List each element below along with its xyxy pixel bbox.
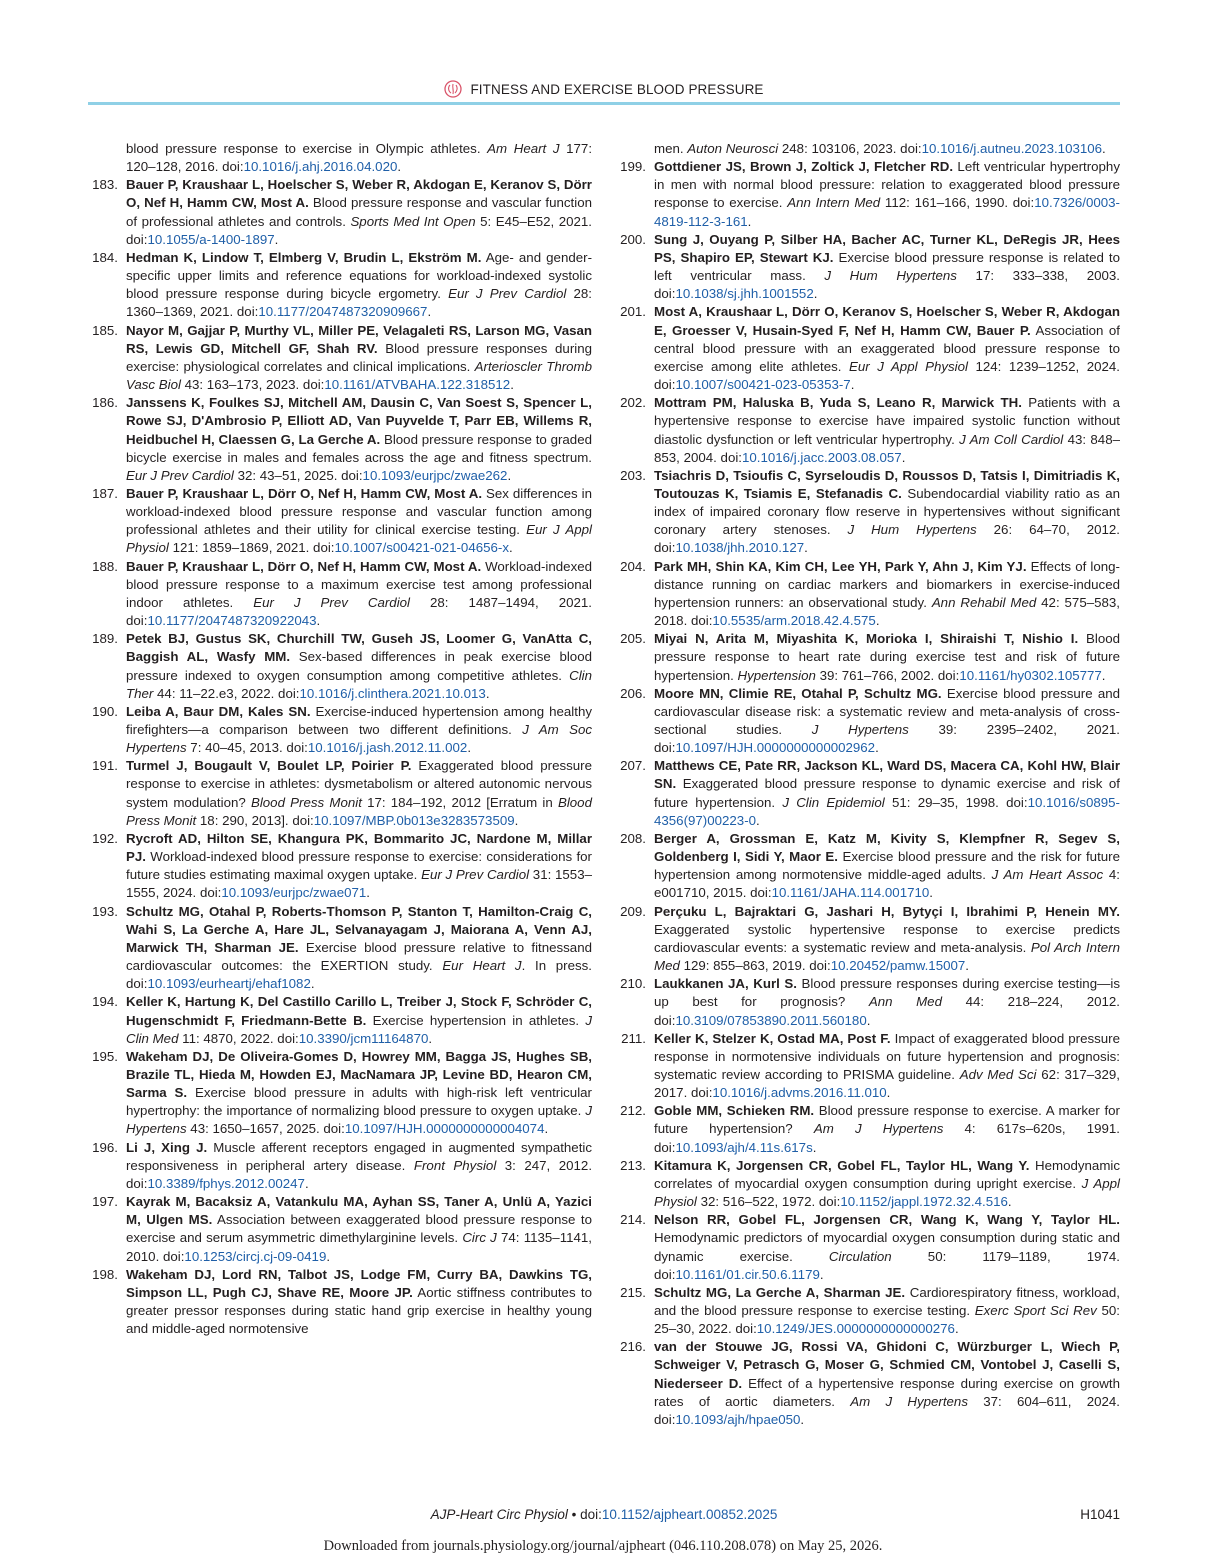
ref-authors: Gottdiener JS, Brown J, Zoltick J, Fletcher RD. [654, 159, 954, 175]
reference-list-left [92, 176, 593, 1338]
ref-authors: Bauer P, Kraushaar L, Hoelscher S, Weber R, Akdogan E, Keranov S, Dörr O, Nef H, Hamm CW, Most A. [126, 177, 592, 211]
ref-details: 50: 1179–1189, 1974. doi: [654, 1248, 1120, 1282]
ref-end: . [485, 685, 490, 701]
ref-end: . [274, 231, 279, 247]
ref-journal: Circ J [462, 1230, 497, 1246]
ref-end: . [467, 740, 472, 756]
ref-authors: Keller K, Stelzer K, Ostad MA, Post F. [654, 1030, 891, 1046]
ref-authors: Li J, Xing J. [126, 1139, 208, 1155]
ref-title: Exaggerated blood pressure response to exercise in athletes: dysmetabolism or altered autonomic nervous system modulation? [126, 758, 592, 810]
ref-title: Left ventricular hypertrophy in men with normal blood pressure: relation to exaggerated blood pressure response to exercise. [654, 159, 1120, 211]
ref-title: Hemodynamic correlates of myocardial oxygen consumption during upright exercise. [654, 1157, 1120, 1191]
reference-number: 208. [620, 830, 646, 846]
ref-end: . [804, 540, 808, 556]
doi-link[interactable]: 10.3390/jcm11164870 [298, 1030, 429, 1046]
reference-item [92, 1048, 592, 1139]
doi-link[interactable]: 10.1055/a-1400-1897 [147, 231, 275, 247]
reference-item [620, 903, 1120, 976]
reference-item [620, 630, 1121, 684]
ref-journal: J Clin Epidemiol [782, 794, 885, 810]
ref-end: . [813, 286, 818, 302]
ref-details: 44: 11–22.e3, 2022. doi: [153, 685, 300, 701]
ref-end: . [800, 1411, 805, 1427]
ref-details: 28: 1487–1494, 2021. doi: [126, 594, 593, 629]
ref-journal: Pol Arch Intern Med [654, 939, 1120, 974]
ref-details: 50: 25–30, 2022. doi: [654, 1303, 1120, 1337]
doi-link[interactable]: 10.5535/arm.2018.42.4.575 [712, 613, 876, 629]
ref-details: 51: 29–35, 1998. doi: [884, 794, 1028, 810]
ref-authors: Leiba A, Baur DM, Kales SN. [126, 703, 311, 719]
reference-item [92, 630, 592, 703]
reference-number: 185. [92, 322, 118, 338]
ref-authors: Nelson RR, Gobel FL, Jorgensen CR, Wang K, Wang Y, Taylor HL. [654, 1212, 1120, 1228]
ref-title: Blood pressure response to exercise. A marker for future hypertension? [654, 1103, 1120, 1137]
left-column [92, 140, 593, 1338]
ref-end: . [507, 467, 512, 483]
ref-authors: Tsiachris D, Tsioufis C, Syrseloudis D, Roussos D, Tatsis I, Dimitriadis K, Toutouzas K, Tsiamis E, Stefanadis C. [654, 467, 1120, 501]
reference-item [92, 830, 592, 903]
ref-journal: Eur Heart J [442, 958, 522, 974]
ref-journal: Arterioscler Thromb Vasc Biol [126, 358, 593, 393]
ref-details: 32: 43–51, 2025. doi: [233, 467, 363, 483]
ref-journal: Auton Neurosci [687, 141, 779, 156]
ref-journal: Sports Med Int Open [350, 213, 476, 229]
reference-list-right [620, 158, 1121, 1429]
ref-title: Exercise hypertension in athletes. [366, 1012, 586, 1028]
ref-journal: Ann Rehabil Med [931, 594, 1037, 610]
reference-number: 183. [92, 177, 118, 193]
ref-end: . [304, 1175, 309, 1191]
reference-item [92, 903, 592, 994]
reference-number: 187. [92, 485, 118, 501]
ref-end: . [901, 449, 906, 465]
ref-title: Blood pressure response to heart rate during exercise test and risk of future hypertension. [654, 631, 1121, 683]
ref-details: 11: 4870, 2022. doi: [178, 1030, 299, 1046]
ref-details: 43: 848–853, 2004. doi: [654, 431, 1120, 465]
ref-journal: J Am Soc Hypertens [126, 722, 592, 756]
footer-separator: • doi: [567, 1507, 602, 1522]
doi-link[interactable]: 10.1093/ajh/4.11s.617s [675, 1139, 813, 1155]
ref-title: Sex differences in workload-indexed blood pressure response and vascular function among professional athletes and their utility for clinical exercise testing. [126, 485, 592, 538]
ref-journal: Eur J Prev Cardiol [126, 467, 234, 483]
doi-link[interactable]: 10.1097/MBP.0b013e3283573509 [313, 812, 515, 828]
reference-item [620, 231, 1121, 304]
ref-title: Association of central blood pressure with an exaggerated blood pressure response to exercise among elite athletes. [654, 322, 1120, 374]
ref-end: . [965, 958, 969, 974]
ref-end: . [366, 885, 370, 901]
ref-title: Impact of exaggerated blood pressure response in normotensive individuals on future hypertension and prognosis: systematic review according to PRISMA guideline. [654, 1030, 1120, 1082]
ref-details: 43: 163–173, 2023. doi: [180, 377, 325, 393]
ref-details: 4: e001710, 2015. doi: [654, 867, 1120, 901]
ref-journal: Circulation [828, 1248, 892, 1264]
reference-number: 205. [620, 631, 646, 647]
reference-item [621, 1030, 1120, 1103]
doi-link[interactable]: 10.1016/j.ahj.2016.04.020 [243, 159, 398, 175]
reference-item [620, 757, 1120, 830]
footer-citation [88, 1507, 1120, 1522]
reference-item [620, 467, 1120, 558]
doi-link[interactable]: 10.1007/s00421-021-04656-x [334, 540, 509, 556]
reference-number: 184. [92, 249, 118, 265]
reference-item [620, 158, 1120, 231]
ref-title: Exercise blood pressure relative to fitnessand cardiovascular outcomes: the EXERTION study. [126, 939, 592, 974]
ref-details: 26: 64–70, 2012. doi: [654, 522, 1120, 556]
reference-number: 190. [92, 703, 118, 719]
doi-link[interactable]: 10.1161/JAHA.114.001710 [771, 885, 930, 901]
ref-journal: Blood Press Monit [126, 794, 592, 828]
reference-number: 199. [620, 159, 646, 175]
ref-authors: Bauer P, Kraushaar L, Dörr O, Nef H, Hamm CW, Most A. [126, 558, 482, 574]
reference-number: 203. [620, 467, 646, 483]
reference-number: 213. [620, 1157, 646, 1173]
doi-link[interactable]: 10.1038/jhh.2010.127 [675, 540, 805, 556]
reference-number: 189. [92, 631, 118, 647]
ref-authors: Bauer P, Kraushaar L, Dörr O, Nef H, Hamm CW, Most A. [126, 485, 483, 501]
reference-item [92, 1139, 593, 1193]
ref-journal: Ann Intern Med [787, 195, 881, 211]
doi-link[interactable]: 10.1161/ATVBAHA.122.318512 [324, 377, 511, 393]
ref-title: Workload-indexed blood pressure response to a maximum exercise test among professional indoor athletes. [126, 558, 593, 610]
ref-details: 39: 2395–2402, 2021. doi: [654, 722, 1120, 756]
ref-details: 17: 333–338, 2003. doi: [654, 268, 1120, 302]
ref-journal: Adv Med Sci [959, 1066, 1037, 1082]
reference-number: 207. [620, 758, 646, 774]
doi-link[interactable]: 10.1161/hy0302.105777 [959, 667, 1102, 683]
reference-item [620, 394, 1120, 467]
ref-text: men. [654, 141, 688, 156]
reference-number: 211. [621, 1030, 646, 1046]
ref-details: 74: 1135–1141, 2010. doi: [126, 1230, 592, 1264]
ref-authors: Park MH, Shin KA, Kim CH, Lee YH, Park Y, Ahn J, Kim YJ. [654, 558, 1027, 574]
header-divider [88, 102, 1120, 105]
ref-end: . [326, 1248, 331, 1264]
right-column [620, 140, 1121, 1429]
ref-authors: Nayor M, Gajjar P, Murthy VL, Miller PE, Velagaleti RS, Larson MG, Vasan RS, Lewis GD, Mitchell GF, Shah RV. [126, 322, 592, 356]
reference-number: 206. [620, 685, 646, 701]
ref-end: . [316, 613, 321, 629]
ref-end: . [747, 213, 752, 229]
ref-end: . [812, 1139, 817, 1155]
doi-link[interactable]: 10.7326/0003-4819-112-3-161 [654, 195, 1120, 229]
ref-title: Blood pressure response to graded bicycle exercise in males and females across the age and fitness spectrum. [126, 431, 592, 465]
ref-details: 121: 1859–1869, 2021. doi: [168, 540, 335, 556]
ref-end: . [866, 1012, 871, 1028]
doi-link[interactable]: 10.3109/07853890.2011.560180 [675, 1012, 867, 1028]
ref-journal: J Am Heart Assoc [991, 867, 1104, 883]
ref-details: 31: 1553–1555, 2024. doi: [126, 867, 592, 901]
reference-number: 192. [92, 830, 118, 846]
ref-end: . [508, 540, 513, 556]
ref-title: Patients with a hypertensive response to exercise have impaired systolic function without diastolic dysfunction or left ventricular hypertrophy. [654, 395, 1120, 447]
ref-journal: Eur J Appl Physiol [849, 358, 968, 374]
ref-title: Exercise-induced hypertension among healthy firefighters—a comparison between two different definitions. [126, 703, 592, 737]
ref-details: 177: 120–128, 2016. doi: [126, 141, 593, 175]
ref-end: . [427, 304, 432, 320]
ref-end: . [850, 377, 855, 393]
reference-number: 194. [92, 994, 118, 1010]
ref-authors: Hedman K, Lindow T, Elmberg V, Brudin L, Ekström M. [126, 249, 482, 265]
ref-authors: Wakeham DJ, De Oliveira-Gomes D, Howrey MM, Bagga JS, Hughes SB, Brazile TL, Hieda M, Howden EJ, MacNamara JP, Levine BD, Hearon CM, Sarma S. [126, 1048, 592, 1101]
ref-details: 39: 761–766, 2002. doi: [815, 667, 960, 683]
doi-link[interactable]: 10.1152/jappl.1972.32.4.516 [840, 1194, 1008, 1210]
reference-item [620, 1102, 1120, 1156]
ref-journal: Eur J Prev Cardiol [421, 867, 530, 883]
ref-title: Hemodynamic predictors of myocardial oxygen consumption during static and dynamic exercise. [654, 1230, 1120, 1264]
ref-authors: Berger A, Grossman E, Katz M, Kivity S, Klempfner R, Segev S, Goldenberg I, Sidi Y, Maor E. [654, 830, 1120, 865]
ref-title: Exercise blood pressure and cardiovascular disease risk: a systematic review and meta-analysis of cross-sectional studies. [654, 685, 1121, 737]
reference-number: 214. [620, 1212, 646, 1228]
ref-journal: Am Heart J [487, 141, 560, 156]
reference-number: 191. [92, 758, 118, 774]
ref-end: . [397, 159, 402, 175]
ref-authors: Laukkanen JA, Kurl S. [654, 976, 797, 992]
ref-title: Exaggerated blood pressure response to dynamic exercise and risk of future hypertension. [654, 776, 1120, 810]
continued-reference-left [126, 140, 592, 176]
ref-details: 28: 1360–1369, 2021. doi: [126, 286, 592, 320]
reference-number: 210. [620, 976, 646, 992]
ref-title: Blood pressure responses during exercise testing—is up best for prognosis? [654, 976, 1120, 1010]
doi-link[interactable]: 10.1016/j.advms.2016.11.010 [712, 1085, 887, 1101]
reference-item [92, 757, 592, 830]
reference-item [92, 249, 592, 322]
reference-number: 196. [92, 1139, 118, 1155]
reference-number: 212. [620, 1103, 646, 1119]
ref-authors: Sung J, Ouyang P, Silber HA, Bacher AC, Turner KL, DeRegis JR, Hees PS, Shapiro EP, Stewart KJ. [654, 231, 1120, 265]
ref-journal: J Hum Hypertens [847, 522, 977, 538]
running-header [88, 76, 1120, 102]
reference-item [620, 558, 1120, 631]
ref-end: . [954, 1321, 959, 1337]
ref-authors: Schultz MG, La Gerche A, Sharman JE. [654, 1284, 906, 1300]
doi-link[interactable]: 10.1097/HJH.0000000000004074 [344, 1121, 545, 1137]
doi-link[interactable]: 10.1093/eurjpc/zwae262 [362, 467, 508, 483]
reference-item [92, 322, 593, 395]
download-notice: Downloaded from journals.physiology.org/journal/ajpheart (046.110.208.078) on May 25, 2026. [323, 1538, 883, 1554]
footer-doi-link[interactable]: 10.1152/ajpheart.00852.2025 [601, 1507, 778, 1522]
heart-logo-icon [444, 80, 462, 98]
ref-title: Blood pressure response and vascular function of professional athletes and controls. [126, 195, 592, 229]
reference-number: 188. [92, 558, 118, 574]
ref-journal: Ann Med [868, 994, 942, 1010]
ref-details: 5: E45–E52, 2021. doi: [126, 213, 592, 247]
ref-journal: Eur J Appl Physiol [126, 522, 592, 556]
ref-details: 42: 575–583, 2018. doi: [654, 594, 1120, 629]
ref-title: Workload-indexed blood pressure response to exercise: considerations for future studies estimating maximal oxygen uptake. [126, 849, 592, 883]
reference-item [92, 1193, 592, 1266]
reference-number: 204. [620, 558, 646, 574]
ref-title: Exercise blood pressure and the risk for future hypertension among normotensive middle-aged adults. [654, 849, 1120, 883]
reference-item [92, 176, 592, 249]
ref-end: . [756, 812, 760, 828]
ref-journal: Clin Ther [126, 667, 592, 701]
ref-details: 18: 290, 2013]. doi: [196, 812, 314, 828]
reference-item [92, 1266, 593, 1339]
ref-authors: Mottram PM, Haluska B, Yuda S, Leano R, Marwick TH. [654, 395, 1022, 411]
reference-item [620, 830, 1120, 903]
ref-title: Age- and gender-specific upper limits and reference equations for workload-indexed systolic blood pressure response during bicycle ergometry. [126, 249, 592, 302]
ref-details: 44: 218–224, 2012. doi: [654, 994, 1120, 1028]
ref-details: 43: 1650–1657, 2025. doi: [186, 1121, 345, 1137]
ref-end: . [428, 1030, 433, 1046]
ref-title: Aortic stiffness contributes to greater pressor responses during static hand grip exercise in healthy young and middle-aged normotensive [126, 1284, 593, 1337]
ref-journal: J Hum Hypertens [824, 268, 957, 284]
doi-link[interactable]: 10.1038/sj.jhh.1001552 [675, 286, 814, 302]
ref-journal: Hypertension [737, 667, 816, 683]
reference-item [620, 975, 1120, 1029]
ref-journal: J Appl Physiol [654, 1175, 1120, 1210]
ref-journal: J Hypertens [811, 722, 909, 737]
ref-details: 32: 516–522, 1972. doi: [696, 1194, 841, 1210]
ref-details: 17: 184–192, 2012 [Erratum in [361, 794, 558, 810]
doi-link[interactable]: 10.20452/pamw.15007 [830, 958, 966, 974]
doi-link[interactable]: 10.1016/j.autneu.2023.103106 [921, 141, 1103, 156]
ref-authors: Moore MN, Climie RE, Otahal P, Schultz MG. [654, 685, 942, 701]
doi-link[interactable]: 10.1007/s00421-023-05353-7 [675, 377, 851, 393]
reference-item [620, 1211, 1120, 1284]
ref-title: Exercise blood pressure response is related to left ventricular mass. [654, 249, 1121, 284]
reference-item [620, 685, 1121, 758]
doi-link[interactable]: 10.1253/circj.cj-09-0419 [184, 1248, 327, 1264]
reference-number: 198. [92, 1266, 118, 1282]
reference-number: 186. [92, 395, 118, 411]
page-footer [88, 1507, 1120, 1527]
footer-journal: AJP-Heart Circ Physiol [430, 1507, 568, 1522]
ref-authors: Janssens K, Foulkes SJ, Mitchell AM, Dausin C, Van Soest S, Spencer L, Rowe SJ, D'Ambrosio P, Elliott AD, Van Puyvelde T, Parr EB, Willems R, Heidbuchel H, Claessen G, La Gerche A. [126, 395, 592, 447]
ref-authors: Goble MM, Schieken RM. [654, 1103, 815, 1119]
ref-title: Blood pressure responses during exercise: physiological correlates and clinical implications. [126, 340, 592, 374]
ref-details: 112: 161–166, 1990. doi: [880, 195, 1035, 211]
doi-link[interactable]: 10.1016/s0895-4356(97)00223-0 [654, 794, 1120, 828]
ref-end: . [510, 377, 514, 393]
ref-text: blood pressure response to exercise in Olympic athletes. [126, 141, 488, 156]
header-title: FITNESS AND EXERCISE BLOOD PRESSURE [470, 81, 764, 97]
ref-authors: van der Stouwe JG, Rossi VA, Ghidoni C, Würzburger L, Wiech P, Schweiger V, Petrasch G, Moser G, Schmied CM, Vontobel J, Caselli S, Niederseer D. [654, 1339, 1120, 1391]
doi-link[interactable]: 10.1016/j.jash.2012.11.002 [307, 740, 468, 756]
ref-details: 62: 317–329, 2017. doi: [654, 1066, 1120, 1101]
ref-authors: Rycroft AD, Hilton SE, Khangura PK, Bommarito JC, Nardone M, Millar PJ. [126, 830, 592, 865]
page-number: H1041 [1080, 1507, 1120, 1522]
reference-item [620, 1157, 1120, 1211]
ref-end: . [1101, 667, 1106, 683]
ref-journal: Blood Press Monit [250, 794, 362, 810]
reference-item [92, 394, 592, 485]
ref-journal: Am J Hypertens [850, 1393, 968, 1409]
doi-link[interactable]: 10.1161/01.cir.50.6.1179 [675, 1266, 820, 1282]
ref-journal: Front Physiol [413, 1157, 497, 1173]
doi-link[interactable]: 10.1093/eurheartj/ehaf1082 [147, 976, 311, 992]
ref-journal: Am J Hypertens [813, 1121, 944, 1137]
doi-link[interactable]: 10.3389/fphys.2012.00247 [147, 1175, 305, 1191]
ref-end: . [514, 812, 519, 828]
ref-title: Effects of long-distance running on cardiac markers and biomarkers in exercise-induced hypertension runners: an observational study. [654, 558, 1120, 610]
ref-details: 3: 247, 2012. doi: [126, 1157, 593, 1191]
reference-number: 209. [620, 903, 646, 919]
ref-title: Muscle afferent receptors engaged in augmented sympathetic responsiveness in peripheral artery disease. [126, 1139, 592, 1173]
ref-authors: Matthews CE, Pate RR, Jackson KL, Ward DS, Macera CA, Kohl HW, Blair SN. [654, 758, 1120, 792]
ref-end: . [1102, 141, 1106, 156]
reference-item [92, 485, 592, 558]
reference-number: 193. [92, 903, 118, 919]
ref-authors: Wakeham DJ, Lord RN, Talbot JS, Lodge FM, Curry BA, Dawkins TG, Simpson LL, Pugh CJ, Shave RE, Moore JP. [126, 1266, 592, 1300]
ref-journal: J Am Coll Cardiol [959, 431, 1064, 447]
reference-number: 215. [620, 1284, 646, 1300]
doi-link[interactable]: 10.1249/JES.0000000000000276 [756, 1321, 955, 1337]
ref-end: . [544, 1121, 549, 1137]
ref-authors: Most A, Kraushaar L, Dörr O, Keranov S, Hoelscher S, Weber R, Akdogan E, Groesser V, Husain-Syed F, Nef H, Hamm CW, Bauer P. [654, 304, 1120, 338]
ref-authors: Schultz MG, Otahal P, Roberts-Thomson P, Stanton T, Hamilton-Craig C, Wahi S, La Gerche A, Hare JL, Selvanayagam J, Maiorana A, Venn AJ, Marwick TH, Sharman JE. [126, 903, 592, 955]
ref-details: 7: 40–45, 2013. doi: [186, 740, 308, 756]
ref-end: . [310, 976, 315, 992]
ref-end: . [886, 1085, 891, 1101]
ref-title: Exaggerated systolic hypertensive response to exercise predicts cardiovascular events: a systematic review and meta-analysis. [654, 921, 1120, 955]
reference-item [92, 703, 592, 757]
ref-end: . [875, 740, 879, 756]
ref-journal: J Clin Med [126, 1012, 592, 1046]
ref-end: . [819, 1266, 824, 1282]
ref-end: . [875, 613, 880, 629]
ref-title: Cardiorespiratory fitness, workload, and the blood pressure response to exercise testing. [654, 1284, 1120, 1318]
doi-link[interactable]: 10.1177/2047487320909667 [258, 304, 428, 320]
ref-journal: Eur J Prev Cardiol [253, 594, 411, 610]
ref-end: . [929, 885, 933, 901]
ref-journal: Eur J Prev Cardiol [448, 286, 567, 302]
doi-link[interactable]: 10.1016/j.clinthera.2021.10.013 [299, 685, 486, 701]
reference-number: 201. [620, 304, 646, 320]
ref-journal: J Hypertens [126, 1103, 592, 1137]
reference-item [92, 558, 593, 631]
reference-number: 216. [620, 1339, 646, 1355]
ref-title: Exercise blood pressure in adults with high-risk left ventricular hypertrophy: the importance of normalizing blood pressure to oxygen uptake. [126, 1085, 592, 1119]
doi-link[interactable]: 10.1097/HJH.0000000000002962 [675, 740, 876, 756]
ref-authors: Keller K, Hartung K, Del Castillo Carillo L, Treiber J, Stock F, Schröder C, Hugenschmidt F, Friedmann-Bette B. [126, 994, 592, 1028]
doi-link[interactable]: 10.1177/2047487320922043 [147, 613, 317, 629]
ref-authors: Perçuku L, Bajraktari G, Jashari H, Bytyçi I, Ibrahimi P, Henein MY. [654, 903, 1120, 919]
reference-number: 197. [92, 1194, 118, 1210]
reference-item [620, 1284, 1120, 1338]
ref-details: . In press. doi: [126, 958, 592, 992]
ref-title: Association between exaggerated blood pressure response to exercise and serum asymmetric dimethylarginine levels. [126, 1212, 592, 1246]
ref-title: Effect of a hypertensive response during exercise on growth rates of aortic diameters. [654, 1375, 1120, 1409]
ref-authors: Miyai N, Arita M, Miyashita K, Morioka I, Shiraishi T, Nishio I. [654, 631, 1079, 647]
ref-authors: Turmel J, Bougault V, Boulet LP, Poirier P. [126, 758, 412, 774]
reference-item [92, 993, 592, 1047]
ref-title: Subendocardial viability ratio as an index of impaired coronary flow reserve in hypertensives without significant coronary artery stenoses. [654, 485, 1120, 538]
ref-details: 124: 1239–1252, 2024. doi: [654, 358, 1120, 393]
ref-details: 4: 617s–620s, 1991. doi: [654, 1121, 1120, 1155]
reference-item [620, 303, 1120, 394]
reference-item [620, 1338, 1120, 1429]
ref-journal: Exerc Sport Sci Rev [974, 1303, 1097, 1318]
ref-title: Sex-based differences in peak exercise blood pressure indexed to oxygen consumption among competitive athletes. [126, 649, 592, 683]
reference-number: 202. [620, 395, 646, 411]
reference-number: 195. [92, 1048, 118, 1064]
reference-number: 200. [620, 231, 646, 247]
ref-authors: Kitamura K, Jorgensen CR, Gobel FL, Taylor HL, Wang Y. [654, 1157, 1030, 1173]
ref-details: 129: 855–863, 2019. doi: [679, 958, 831, 974]
continued-reference-right [654, 140, 1120, 158]
doi-link[interactable]: 10.1016/j.jacc.2003.08.057 [741, 449, 902, 465]
doi-link[interactable]: 10.1093/ajh/hpae050 [675, 1411, 801, 1427]
ref-details: 248: 103106, 2023. doi: [778, 141, 922, 156]
ref-end: . [1007, 1194, 1012, 1210]
doi-link[interactable]: 10.1093/eurjpc/zwae071 [221, 885, 367, 901]
ref-authors: Kayrak M, Bacaksiz A, Vatankulu MA, Ayhan SS, Taner A, Unlü A, Yazici M, Ulgen MS. [126, 1194, 592, 1228]
ref-details: 37: 604–611, 2024. doi: [654, 1393, 1120, 1427]
ref-authors: Petek BJ, Gustus SK, Churchill TW, Guseh JS, Loomer G, VanAtta C, Baggish AL, Wasfy MM. [126, 631, 592, 665]
